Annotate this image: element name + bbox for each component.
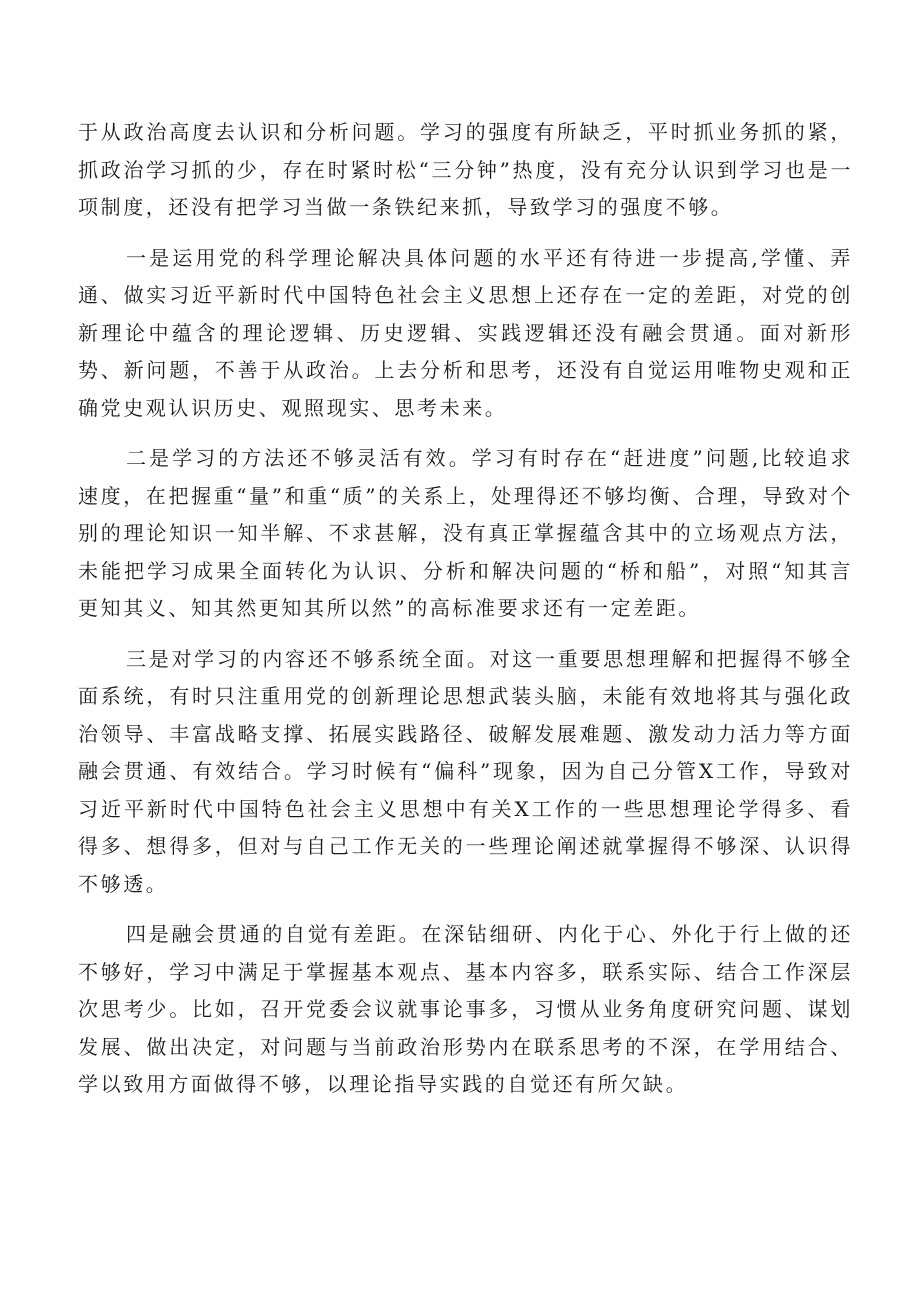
paragraph-continuation: 于从政治高度去认识和分析问题。学习的强度有所缺乏，平时抓业务抓的紧，抓政治学习抓的少，存在时紧时松“三分钟”热度，没有充分认识到学习也是一项制度，还没有把学习当做一条铁纪来抓，导致学习的强度不够。	[78, 120, 853, 219]
paragraph-point-one: 一是运用党的科学理论解决具体问题的水平还有待进一步提高,学懂、弄通、做实习近平新时代中国特色社会主义思想上还存在一定的差距，对党的创新理论中蕴含的理论逻辑、历史逻辑、实践逻辑还没有融会贯通。面对新形势、新问题，不善于从政治。上去分析和思考，还没有自觉运用唯物史观和正确党史观认识历史、观照现实、思考未来。	[78, 245, 853, 420]
document-body	[78, 114, 853, 1117]
paragraph-point-four: 四是融会贯通的自觉有差距。在深钻细研、内化于心、外化于行上做的还不够好，学习中满足于掌握基本观点、基本内容多，联系实际、结合工作深层次思考少。比如，召开党委会议就事论事多，习惯从业务角度研究问题、谋划发展、做出决定，对问题与当前政治形势内在联系思考的不深，在学用结合、学以致用方面做得不够，以理论指导实践的自觉还有所欠缺。	[78, 922, 853, 1096]
paragraph-point-two: 二是学习的方法还不够灵活有效。学习有时存在“赶进度”问题,比较追求速度，在把握重“量”和重“质”的关系上，处理得还不够均衡、合理，导致对个别的理论知识一知半解、不求甚解，没有真正掌握蕴含其中的立场观点方法，未能把学习成果全面转化为认识、分析和解决问题的“桥和船”，对照“知其言更知其义、知其然更知其所以然”的高标准要求还有一定差距。	[78, 446, 853, 620]
paragraph-point-three: 三是对学习的内容还不够系统全面。对这一重要思想理解和把握得不够全面系统，有时只注重用党的创新理论思想武装头脑，未能有效地将其与强化政治领导、丰富战略支撑、拓展实践路径、破解发展难题、激发动力活力等方面融会贯通、有效结合。学习时候有“偏科”现象，因为自己分管X工作，导致对习近平新时代中国特色社会主义思想中有关X工作的一些思想理论学得多、看得多、想得多，但对与自己工作无关的一些理论阐述就掌握得不够深、认识得不够透。	[78, 646, 853, 896]
